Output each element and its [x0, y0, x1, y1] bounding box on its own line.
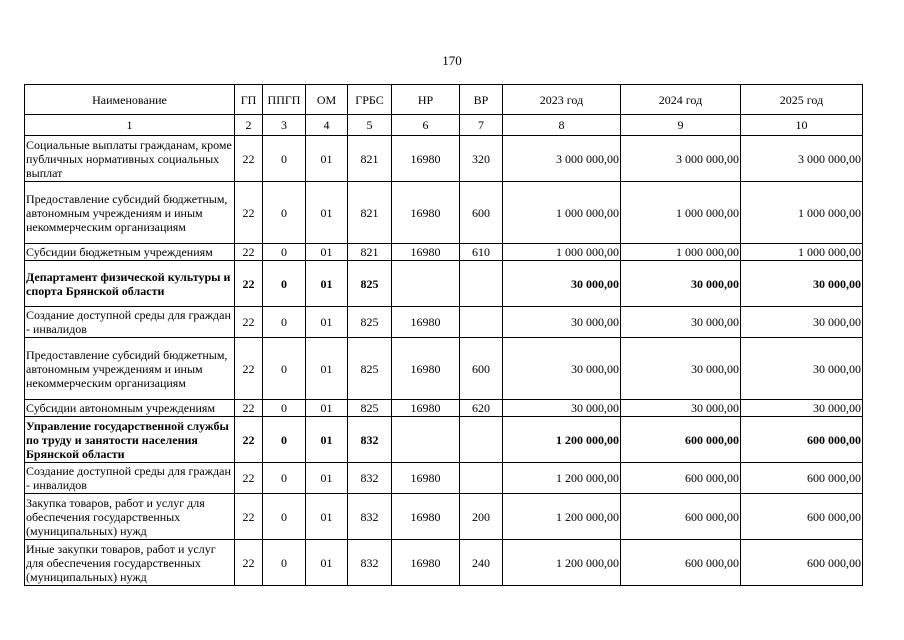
- row-amount-2023: 1 000 000,00: [503, 244, 621, 261]
- table-row: [25, 182, 863, 244]
- header-2024: 2024 год: [621, 85, 741, 115]
- row-name: Управление государственной службы по труду и занятости населения Брянской области: [25, 417, 235, 463]
- table-row: [25, 494, 863, 540]
- row-gp: 22: [235, 400, 263, 417]
- row-grbs: 825: [348, 307, 392, 338]
- row-name: Социальные выплаты гражданам, кроме публичных нормативных социальных выплат: [25, 136, 235, 182]
- column-number: 5: [348, 115, 392, 136]
- row-ppgp: 0: [263, 261, 306, 307]
- column-number: 6: [392, 115, 460, 136]
- header-2023: 2023 год: [503, 85, 621, 115]
- row-name: Предоставление субсидий бюджетным, автономным учреждениям и иным некоммерческим организациям: [25, 338, 235, 400]
- row-vr: [460, 307, 503, 338]
- row-amount-2025: 1 000 000,00: [741, 182, 863, 244]
- row-ppgp: 0: [263, 463, 306, 494]
- header-row: [25, 85, 863, 115]
- row-ppgp: 0: [263, 307, 306, 338]
- row-ppgp: 0: [263, 400, 306, 417]
- row-ppgp: 0: [263, 494, 306, 540]
- column-number: 4: [306, 115, 348, 136]
- row-om: 01: [306, 338, 348, 400]
- row-amount-2023: 30 000,00: [503, 400, 621, 417]
- row-grbs: 821: [348, 136, 392, 182]
- row-nr: 16980: [392, 400, 460, 417]
- column-number: 10: [741, 115, 863, 136]
- row-amount-2023: 30 000,00: [503, 338, 621, 400]
- row-amount-2025: 3 000 000,00: [741, 136, 863, 182]
- row-vr: [460, 463, 503, 494]
- row-vr: 620: [460, 400, 503, 417]
- row-om: 01: [306, 417, 348, 463]
- table-row: [25, 540, 863, 586]
- row-ppgp: 0: [263, 417, 306, 463]
- row-amount-2024: 600 000,00: [621, 417, 741, 463]
- table-row: [25, 136, 863, 182]
- row-grbs: 825: [348, 261, 392, 307]
- header-gp: ГП: [235, 85, 263, 115]
- row-om: 01: [306, 261, 348, 307]
- row-amount-2023: 30 000,00: [503, 307, 621, 338]
- row-vr: 610: [460, 244, 503, 261]
- row-amount-2023: 1 000 000,00: [503, 182, 621, 244]
- header-nr: НР: [392, 85, 460, 115]
- row-amount-2023: 1 200 000,00: [503, 417, 621, 463]
- header-om: ОМ: [306, 85, 348, 115]
- row-ppgp: 0: [263, 182, 306, 244]
- row-amount-2025: 30 000,00: [741, 338, 863, 400]
- row-amount-2024: 3 000 000,00: [621, 136, 741, 182]
- row-grbs: 832: [348, 494, 392, 540]
- row-ppgp: 0: [263, 540, 306, 586]
- row-ppgp: 0: [263, 338, 306, 400]
- row-gp: 22: [235, 182, 263, 244]
- row-amount-2023: 1 200 000,00: [503, 494, 621, 540]
- header-name: Наименование: [25, 85, 235, 115]
- row-nr: [392, 261, 460, 307]
- column-number: 8: [503, 115, 621, 136]
- table-row: [25, 307, 863, 338]
- row-amount-2025: 30 000,00: [741, 261, 863, 307]
- row-om: 01: [306, 463, 348, 494]
- header-grbs: ГРБС: [348, 85, 392, 115]
- row-amount-2024: 30 000,00: [621, 307, 741, 338]
- row-vr: [460, 261, 503, 307]
- column-number: 1: [25, 115, 235, 136]
- row-grbs: 821: [348, 182, 392, 244]
- header-2025: 2025 год: [741, 85, 863, 115]
- table-row: [25, 244, 863, 261]
- table-row: [25, 338, 863, 400]
- table-row: [25, 417, 863, 463]
- row-grbs: 832: [348, 417, 392, 463]
- row-name: Субсидии бюджетным учреждениям: [25, 244, 235, 261]
- row-amount-2024: 600 000,00: [621, 494, 741, 540]
- row-nr: 16980: [392, 463, 460, 494]
- column-number: 9: [621, 115, 741, 136]
- row-grbs: 832: [348, 540, 392, 586]
- row-nr: 16980: [392, 338, 460, 400]
- row-name: Создание доступной среды для граждан - инвалидов: [25, 307, 235, 338]
- row-gp: 22: [235, 244, 263, 261]
- row-vr: 240: [460, 540, 503, 586]
- row-amount-2025: 600 000,00: [741, 540, 863, 586]
- row-gp: 22: [235, 463, 263, 494]
- row-vr: [460, 417, 503, 463]
- page-number: 170: [442, 53, 462, 68]
- row-om: 01: [306, 307, 348, 338]
- row-vr: 320: [460, 136, 503, 182]
- row-name: Предоставление субсидий бюджетным, автономным учреждениям и иным некоммерческим организациям: [25, 182, 235, 244]
- table-row: [25, 463, 863, 494]
- row-nr: 16980: [392, 307, 460, 338]
- header-ppgp: ППГП: [263, 85, 306, 115]
- row-amount-2025: 600 000,00: [741, 494, 863, 540]
- row-nr: 16980: [392, 244, 460, 261]
- row-gp: 22: [235, 136, 263, 182]
- table-row: [25, 261, 863, 307]
- row-name: Субсидии автономным учреждениям: [25, 400, 235, 417]
- budget-table: [24, 84, 863, 586]
- row-ppgp: 0: [263, 136, 306, 182]
- column-number: 3: [263, 115, 306, 136]
- row-nr: 16980: [392, 136, 460, 182]
- row-grbs: 825: [348, 338, 392, 400]
- row-amount-2024: 600 000,00: [621, 463, 741, 494]
- row-om: 01: [306, 400, 348, 417]
- row-om: 01: [306, 136, 348, 182]
- table-body: [25, 85, 863, 586]
- row-amount-2025: 30 000,00: [741, 400, 863, 417]
- row-name: Создание доступной среды для граждан - инвалидов: [25, 463, 235, 494]
- row-name: Закупка товаров, работ и услуг для обеспечения государственных (муниципальных) нужд: [25, 494, 235, 540]
- row-gp: 22: [235, 540, 263, 586]
- row-ppgp: 0: [263, 244, 306, 261]
- row-amount-2024: 1 000 000,00: [621, 182, 741, 244]
- row-amount-2023: 1 200 000,00: [503, 463, 621, 494]
- row-amount-2023: 3 000 000,00: [503, 136, 621, 182]
- row-amount-2024: 1 000 000,00: [621, 244, 741, 261]
- row-amount-2024: 30 000,00: [621, 338, 741, 400]
- row-amount-2024: 30 000,00: [621, 261, 741, 307]
- row-vr: 600: [460, 182, 503, 244]
- row-om: 01: [306, 494, 348, 540]
- column-number: 2: [235, 115, 263, 136]
- row-om: 01: [306, 244, 348, 261]
- header-vr: ВР: [460, 85, 503, 115]
- row-amount-2024: 30 000,00: [621, 400, 741, 417]
- table-row: [25, 400, 863, 417]
- row-om: 01: [306, 182, 348, 244]
- row-grbs: 821: [348, 244, 392, 261]
- row-amount-2025: 30 000,00: [741, 307, 863, 338]
- row-grbs: 832: [348, 463, 392, 494]
- row-name: Департамент физической культуры и спорта Брянской области: [25, 261, 235, 307]
- row-gp: 22: [235, 307, 263, 338]
- row-amount-2024: 600 000,00: [621, 540, 741, 586]
- row-amount-2023: 30 000,00: [503, 261, 621, 307]
- row-vr: 200: [460, 494, 503, 540]
- column-number-row: [25, 115, 863, 136]
- row-name: Иные закупки товаров, работ и услуг для обеспечения государственных (муниципальных) нужд: [25, 540, 235, 586]
- row-amount-2025: 600 000,00: [741, 463, 863, 494]
- row-gp: 22: [235, 338, 263, 400]
- column-number: 7: [460, 115, 503, 136]
- row-grbs: 825: [348, 400, 392, 417]
- row-om: 01: [306, 540, 348, 586]
- row-nr: [392, 417, 460, 463]
- row-gp: 22: [235, 417, 263, 463]
- row-amount-2023: 1 200 000,00: [503, 540, 621, 586]
- row-amount-2025: 600 000,00: [741, 417, 863, 463]
- row-nr: 16980: [392, 182, 460, 244]
- row-vr: 600: [460, 338, 503, 400]
- row-amount-2025: 1 000 000,00: [741, 244, 863, 261]
- row-nr: 16980: [392, 540, 460, 586]
- row-gp: 22: [235, 261, 263, 307]
- row-nr: 16980: [392, 494, 460, 540]
- row-gp: 22: [235, 494, 263, 540]
